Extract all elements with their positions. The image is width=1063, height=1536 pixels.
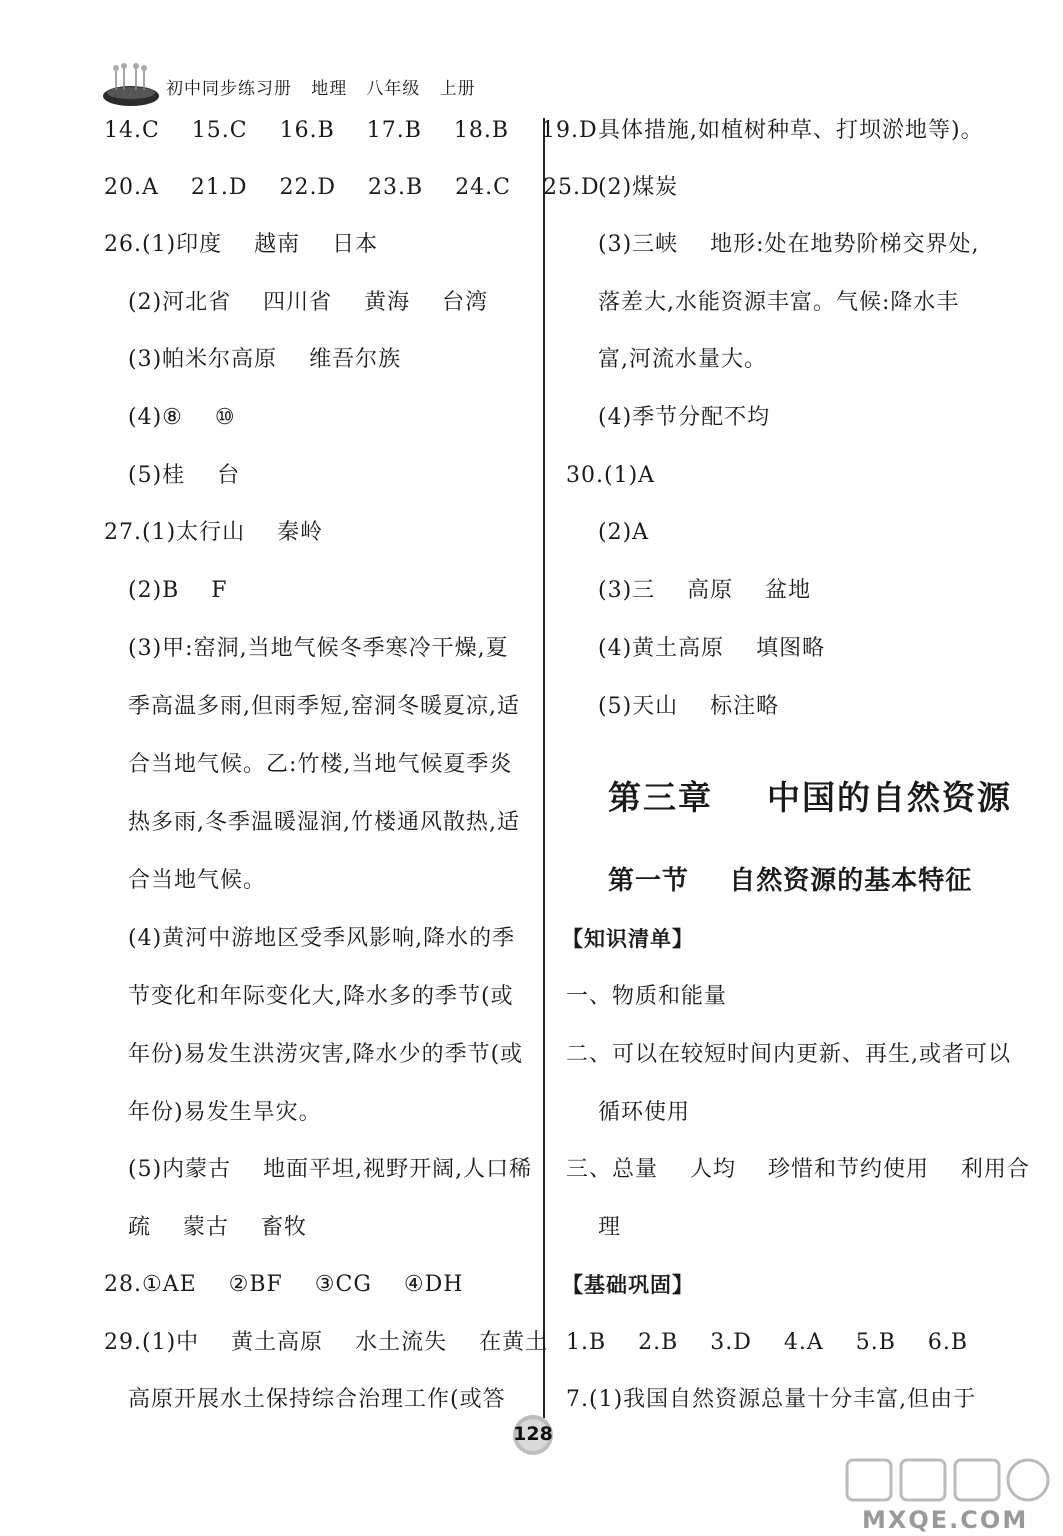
answer-line: (2)A — [598, 520, 650, 545]
column-divider — [543, 118, 545, 1418]
answer-line: (3)甲:窑洞,当地气候冬季寒冷干燥,夏 — [128, 636, 509, 661]
answer-line: (3)三峡 地形:处在地势阶梯交界处, — [598, 232, 980, 257]
answer-line: 30.(1)A — [566, 463, 656, 488]
basics-tag: 【基础巩固】 — [562, 1273, 694, 1297]
knowledge-item: 循环使用 — [598, 1100, 691, 1125]
watermark-text: MXQE.COM — [862, 1506, 1029, 1534]
answer-line: 热多雨,冬季温暖湿润,竹楼通风散热,适 — [128, 810, 520, 835]
answer-line: 20.A 21.D 22.D 23.B 24.C 25.D — [104, 175, 600, 200]
book-logo-icon — [100, 62, 162, 108]
answer-line: 年份)易发生洪涝灾害,降水少的季节(或 — [128, 1042, 524, 1067]
answer-line: 落差大,水能资源丰富。气候:降水丰 — [598, 290, 960, 315]
answer-line: 27.(1)太行山 秦岭 — [104, 520, 324, 545]
page-header — [100, 62, 476, 108]
page-number: 128 — [513, 1423, 553, 1445]
answer-line: (5)天山 标注略 — [598, 694, 780, 719]
answer-line: 合当地气候。乙:竹楼,当地气候夏季炎 — [128, 752, 513, 777]
knowledge-item: 二、可以在较短时间内更新、再生,或者可以 — [566, 1042, 1011, 1067]
answer-line: (2)煤炭 — [598, 175, 679, 200]
answer-line: (2)河北省 四川省 黄海 台湾 — [128, 290, 489, 315]
basics-item: 1.B 2.B 3.D 4.A 5.B 6.B — [566, 1330, 968, 1355]
answer-line: 疏 蒙古 畜牧 — [128, 1215, 307, 1240]
answer-line: 富,河流水量大。 — [598, 347, 767, 372]
answer-line: (4)季节分配不均 — [598, 405, 771, 430]
answer-line: (4)黄土高原 填图略 — [598, 636, 826, 661]
answer-line: (4)黄河中游地区受季风影响,降水的季 — [128, 926, 516, 951]
answer-line: 高原开展水土保持综合治理工作(或答 — [128, 1387, 506, 1412]
answer-line: (5)内蒙古 地面平坦,视野开阔,人口稀 — [128, 1157, 533, 1182]
answer-line: (3)三 高原 盆地 — [598, 578, 812, 603]
knowledge-item: 三、总量 人均 珍惜和节约使用 利用合 — [566, 1157, 1030, 1182]
answer-line: 合当地气候。 — [128, 868, 267, 893]
section-title: 第一节 自然资源的基本特征 — [608, 866, 973, 896]
answer-line: (2)B F — [128, 578, 228, 603]
basics-item: 7.(1)我国自然资源总量十分丰富,但由于 — [566, 1387, 977, 1412]
answer-line: 14.C 15.C 16.B 17.B 18.B 19.D — [104, 118, 598, 143]
answer-line: 29.(1)中 黄土高原 水土流失 在黄土 — [104, 1330, 549, 1355]
answer-line: 26.(1)印度 越南 日本 — [104, 232, 379, 257]
knowledge-item: 理 — [598, 1215, 622, 1240]
answer-line: (5)桂 台 — [128, 463, 241, 488]
answer-line: 28.①AE ②BF ③CG ④DH — [104, 1272, 464, 1297]
answer-line: 季高温多雨,但雨季短,窑洞冬暖夏凉,适 — [128, 694, 520, 719]
answer-line: 节变化和年际变化大,降水多的季节(或 — [128, 984, 514, 1009]
knowledge-tag: 【知识清单】 — [562, 927, 694, 951]
chapter-title: 第三章 中国的自然资源 — [608, 778, 1012, 817]
answer-line: (4)⑧ ⑩ — [128, 405, 236, 430]
answer-line: 具体措施,如植树种草、打坝淤地等)。 — [598, 118, 984, 143]
answer-line: (3)帕米尔高原 维吾尔族 — [128, 347, 402, 372]
header-title: 初中同步练习册 地理 八年级 上册 — [166, 79, 476, 99]
answer-line: 年份)易发生旱灾。 — [128, 1100, 322, 1125]
knowledge-item: 一、物质和能量 — [566, 984, 728, 1009]
